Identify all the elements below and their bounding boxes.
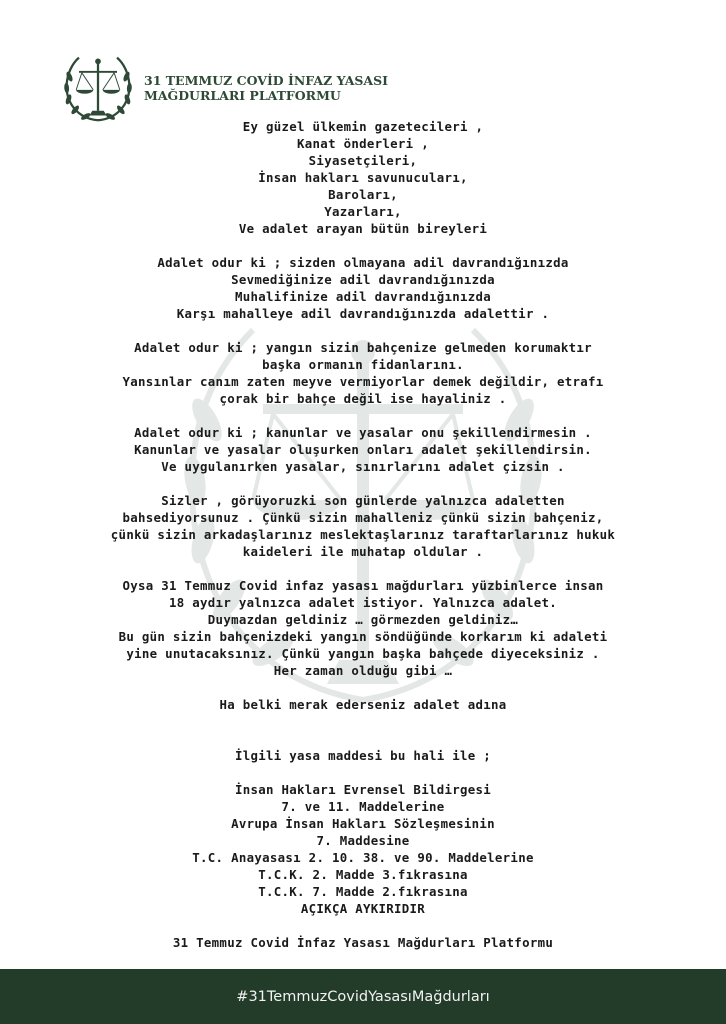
text-line: Muhalifinize adil davrandığınızda xyxy=(234,289,492,304)
text-line: çorak bir bahçe değil ise hayaliniz . xyxy=(219,391,507,406)
text-line: kaideleri ile muhatap oldular . xyxy=(242,544,484,559)
text-line: Bu gün sizin bahçenizdeki yangın söndüğünde korkarım ki adaleti xyxy=(118,629,608,644)
law-line: T.C.K. 7. Madde 2.fıkrasına xyxy=(258,884,468,899)
open-letter xyxy=(20,118,706,951)
text-line: Yansınlar canım zaten meyve vermiyorlar demek değildir, etrafı xyxy=(122,374,604,389)
law-line: 7. ve 11. Maddelerine xyxy=(281,799,445,814)
paragraph-3 xyxy=(20,424,706,475)
text-line: Adalet odur ki ; yangın sizin bahçenize gelmeden korumaktır xyxy=(134,340,592,355)
hashtag-footer xyxy=(0,969,726,1024)
text-line: başka ormanın fidanlarını. xyxy=(262,357,464,372)
organization-name-line-1: 31 TEMMUZ COVİD İNFAZ YASASI xyxy=(144,73,388,88)
text-line: Ve uygulanırken yasalar, sınırlarını adalet çizsin . xyxy=(161,459,565,474)
text-line: İnsan hakları savunucuları, xyxy=(258,170,468,185)
text-line: Yazarları, xyxy=(324,204,402,219)
law-references xyxy=(20,781,706,917)
law-line: 7. Maddesine xyxy=(316,833,410,848)
paragraph-1 xyxy=(20,254,706,322)
text-line: Ey güzel ülkemin gazetecileri , xyxy=(242,119,484,134)
law-line: İnsan Hakları Evrensel Bildirgesi xyxy=(234,782,492,797)
paragraph-5 xyxy=(20,577,706,679)
text-line: Kanunlar ve yasalar oluşurken onları adalet şekillendirsin. xyxy=(134,442,592,457)
scales-of-justice-laurel-icon xyxy=(60,50,136,126)
text-line: Baroları, xyxy=(328,187,398,202)
text-line: Kanat önderleri , xyxy=(297,136,429,151)
paragraph-2 xyxy=(20,339,706,407)
text-line: çünkü sizin arkadaşlarınız meslektaşlarınız taraftarlarınız hukuk xyxy=(110,527,616,542)
text-line: Adalet odur ki ; sizden olmayana adil davrandığınızda xyxy=(157,255,569,270)
law-line: T.C. Anayasası 2. 10. 38. ve 90. Maddelerine xyxy=(192,850,534,865)
hashtag-text: #31TemmuzCovidYasasıMağdurları xyxy=(236,988,490,1005)
text-line: Sevmediğinize adil davrandığınızda xyxy=(231,272,495,287)
text-line: Karşı mahalleye adil davrandığınızda adalettir . xyxy=(176,306,550,321)
text-line: Sizler , görüyoruzki son günlerde yalnızca adaletten xyxy=(161,493,565,508)
signature: 31 Temmuz Covid İnfaz Yasası Mağdurları Platformu xyxy=(172,935,554,950)
text-line: 18 aydır yalnızca adalet istiyor. Yalnızca adalet. xyxy=(169,595,557,610)
greeting-block xyxy=(20,118,706,237)
law-line: Avrupa İnsan Hakları Sözleşmesinin xyxy=(231,816,495,831)
closing-line: Ha belki merak ederseniz adalet adına xyxy=(219,697,507,712)
text-line: Duymazdan geldiniz … görmezden geldiniz… xyxy=(207,612,519,627)
law-line: AÇIKÇA AYKIRIDIR xyxy=(300,901,426,916)
paragraph-4 xyxy=(20,492,706,560)
text-line: Adalet odur ki ; kanunlar ve yasalar onu şekillendirmesin . xyxy=(134,425,592,440)
organization-name-line-2: MAĞDURLARI PLATFORMU xyxy=(144,88,341,103)
law-intro: İlgili yasa maddesi bu hali ile ; xyxy=(234,748,492,763)
page-header xyxy=(60,50,388,126)
text-line: Ve adalet arayan bütün bireyleri xyxy=(238,221,488,236)
text-line: bahsediyorsunuz . Çünkü sizin mahalleniz çünkü sizin bahçeniz, xyxy=(122,510,604,525)
organization-name xyxy=(144,73,388,103)
law-line: T.C.K. 2. Madde 3.fıkrasına xyxy=(258,867,468,882)
text-line: yine unutacaksınız. Çünkü yangın başka bahçede diyeceksiniz . xyxy=(126,646,600,661)
text-line: Her zaman olduğu gibi … xyxy=(273,663,453,678)
text-line: Siyasetçileri, xyxy=(308,153,418,168)
text-line: Oysa 31 Temmuz Covid infaz yasası mağdurları yüzbinlerce insan xyxy=(122,578,604,593)
